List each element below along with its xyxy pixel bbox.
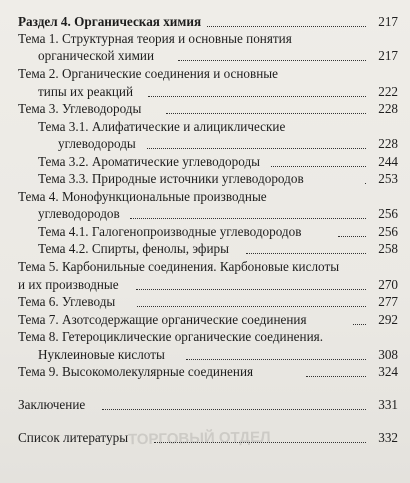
page-number: 331 [378,397,398,412]
toc-entry [18,397,398,413]
entry-title-cont: типы их реакций [38,84,134,99]
page-number: 258 [378,241,398,256]
entry-title: Тема 4. Монофункциональные производные [18,189,267,204]
entry-title: Тема 5. Карбонильные соединения. Карбоновые кислоты [18,259,340,274]
entry-title: Тема 3.2. Ароматические углеводороды [38,154,261,169]
toc-entry-continuation [18,48,398,64]
page-number: 277 [378,294,398,309]
entry-title: Тема 8. Гетероциклические органические соединения. [18,329,324,344]
page-number: 244 [378,154,398,169]
page-number: 228 [378,136,398,151]
toc-entry [18,294,398,310]
page-number: 332 [378,430,398,445]
page-number: 270 [378,277,398,292]
toc-entry [18,364,398,380]
page-number: 222 [378,84,398,99]
toc-entry-continuation [18,277,398,293]
entry-title: Заключение [18,397,86,412]
entry-title: Тема 4.2. Спирты, фенолы, эфиры [38,241,229,256]
entry-title-cont: углеводородов [38,206,120,221]
bleed-through-text: ТОРГОВЫЙ ОТДЕЛ [127,428,271,449]
toc-entry-continuation [18,136,398,152]
toc-entry-continuation [18,206,398,222]
page-number: 217 [378,14,398,29]
entry-title: Список литературы [18,430,129,445]
entry-title: Тема 9. Высокомолекулярные соединения [18,364,254,379]
toc-entry [18,171,398,187]
toc-entry [18,189,398,205]
toc-entry [18,329,398,345]
entry-title: Тема 3.3. Природные источники углеводородов [38,171,304,186]
page-number: 256 [378,224,398,239]
page-number: 228 [378,101,398,116]
entry-title: Тема 7. Азотсодержащие органические соединения [18,312,307,327]
page-number: 324 [378,364,398,379]
toc-entry [18,154,398,170]
page-number: 308 [378,347,398,362]
entry-title: Тема 1. Структурная теория и основные понятия [18,31,292,46]
page-number: 256 [378,206,398,221]
entry-title: Тема 3. Углеводороды [18,101,142,116]
section-title: Раздел 4. Органическая химия [18,14,202,29]
toc-entry [18,101,398,117]
entry-title-cont: углеводороды [58,136,136,151]
entry-title: Тема 2. Органические соединения и основные [18,66,278,81]
entry-title-cont: органической химии [38,48,155,63]
entry-title: Тема 3.1. Алифатические и алициклические [38,119,286,134]
entry-title: Тема 4.1. Галогенопроизводные углеводородов [38,224,302,239]
toc-entry [18,31,398,47]
page-number: 292 [378,312,398,327]
toc-entry [18,224,398,240]
entry-title-cont: Нуклеиновые кислоты [38,347,165,362]
toc-entry [18,66,398,82]
toc-entry [18,241,398,257]
toc-entry-continuation [18,347,398,363]
toc-entry [18,428,398,449]
page-number: 253 [378,171,398,186]
toc-entry [18,259,398,275]
entry-title-cont: и их производные [18,277,119,292]
page-number: 217 [378,48,398,63]
entry-title: Тема 6. Углеводы [18,294,116,309]
toc-entry [18,312,398,328]
toc-section-heading [18,14,398,30]
toc-entry [18,119,398,135]
toc-entry-continuation [18,84,398,100]
